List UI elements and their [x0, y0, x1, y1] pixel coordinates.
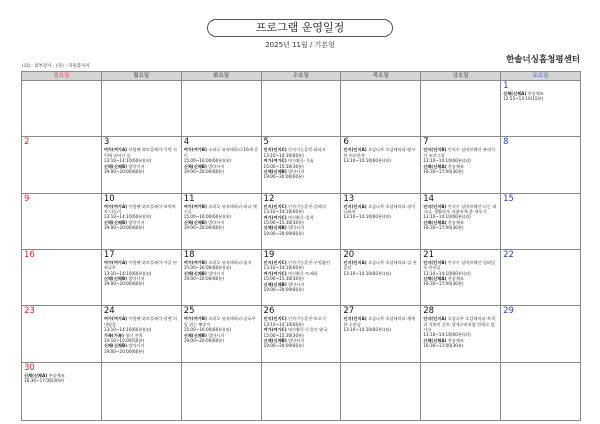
- calendar-day-cell: [421, 81, 501, 137]
- event-category: 인지(인지B): [423, 259, 447, 265]
- event-title: 생신 잔치: [123, 332, 143, 338]
- program-event: [264, 225, 339, 236]
- event-time: 16:30~17:00(30분): [423, 281, 464, 287]
- event-category: 여가(여가C): [263, 270, 287, 276]
- event-category: 신체(신체B): [263, 281, 287, 287]
- event-title: 소리로 뮤직테라피-허니 엣시공: [183, 203, 257, 214]
- program-event: [184, 260, 259, 271]
- day-number: 19: [263, 249, 275, 260]
- event-time: 13:10~14:10(60분)(외): [423, 332, 471, 338]
- event-category: 인지(인지C): [263, 316, 287, 322]
- event-time: 16:30~17:00(30분): [423, 343, 464, 349]
- event-category: 신체(신체A): [503, 91, 527, 96]
- event-time: 16:30~17:00(30분): [24, 377, 65, 383]
- day-number: 17: [103, 249, 115, 260]
- calendar-day-cell: [101, 306, 181, 362]
- event-time: 14:10~15:00(50분): [103, 337, 145, 343]
- program-event: [264, 316, 339, 327]
- calendar-day-cell: [261, 193, 341, 249]
- program-event: [104, 164, 179, 175]
- event-category: 인지(인지A): [343, 203, 367, 209]
- calendar-day-cell: [101, 137, 181, 193]
- event-time: 13:10~14:10(60분): [263, 321, 304, 327]
- page-subtitle: 2025년 11월 / 기본형: [265, 41, 335, 49]
- event-time: 13:10~14:10(60분): [263, 152, 304, 158]
- event-title: 여가활동-트레하: [286, 270, 318, 276]
- event-title: 발마사지: [127, 276, 145, 282]
- event-title: 찬송체조: [526, 91, 544, 96]
- program-event: [184, 204, 259, 220]
- event-title: 인지기능증진-구멍뚫린: [286, 259, 330, 265]
- event-time: 12:55~13:10(15분): [503, 96, 544, 102]
- event-time: 13:10~14:10(60분)(외): [343, 326, 391, 332]
- event-category: 여가(여가A): [103, 259, 128, 265]
- weekday-header-row: [22, 72, 581, 81]
- event-title: 발마사지: [206, 163, 225, 169]
- weekday-header-mon: 월요일: [101, 72, 181, 81]
- day-number: 10: [103, 193, 115, 204]
- day-number: 15: [503, 193, 514, 204]
- calendar-week-row: [22, 249, 581, 305]
- calendar-day-cell: [181, 362, 261, 420]
- calendar-week-row: [22, 306, 581, 362]
- event-category: 여가(여가B): [183, 316, 207, 322]
- program-event: [423, 338, 498, 349]
- day-number: 13: [343, 193, 355, 204]
- calendar-day-cell: [22, 193, 102, 249]
- weekday-header-sun: 일요일: [22, 72, 102, 81]
- event-time: 19:00~20:00(60분): [103, 168, 145, 174]
- event-time: 13:10~14:10(60분)(외): [423, 157, 471, 163]
- program-event: [104, 147, 179, 163]
- event-title: 발마사지: [286, 281, 305, 287]
- program-event: [343, 147, 418, 163]
- event-title: 이럴땐 하트플레이-할렌 의 내릴을: [103, 316, 178, 327]
- weekday-header-fri: 금요일: [421, 72, 501, 81]
- event-time: 13:10~14:10(60분)(외): [343, 214, 391, 220]
- calendar-day-cell: [22, 249, 102, 305]
- event-category: 신체(신체A): [24, 372, 48, 378]
- program-event: [264, 282, 339, 293]
- day-number: 9: [24, 193, 30, 204]
- event-time: 13:10~14:10(60분): [263, 265, 304, 271]
- day-number: 26: [263, 306, 275, 317]
- calendar-week-row: [22, 193, 581, 249]
- day-number: 24: [103, 306, 115, 317]
- event-title: 소리로 뮤직테라피-감나무 잎 위는 뽀송이: [183, 316, 256, 327]
- event-time: 15:00~16:00(60분)(외): [183, 214, 232, 220]
- calendar-day-cell: [341, 193, 421, 249]
- event-title: 인지수 실버브레인-분리지간 조각그림: [423, 147, 496, 158]
- calendar-day-cell: [22, 362, 102, 420]
- event-time: 16:30~17:00(30분): [423, 225, 464, 231]
- weekday-header-thu: 목요일: [341, 72, 421, 81]
- event-category: 신체(신체B): [183, 163, 207, 169]
- calendar-day-cell: [22, 137, 102, 193]
- day-number: 22: [503, 249, 514, 260]
- day-number: 29: [503, 306, 514, 317]
- event-title: 이럴땐 하트플레이-기억 사이에 피어난 숲: [103, 147, 178, 158]
- event-time: 19:00~20:00(60분): [103, 348, 145, 354]
- event-time: 13:10~14:10(60분)(외): [103, 270, 152, 276]
- event-category: 여가(여가A): [103, 316, 128, 322]
- program-event: [104, 343, 179, 354]
- event-time: 13:10~14:10(60분)(외): [103, 214, 152, 220]
- event-title: 발마사지: [286, 169, 305, 175]
- event-category: 인지(인지A): [423, 316, 447, 322]
- calendar-day-cell: [501, 306, 581, 362]
- event-time: 19:00~20:00(60분): [183, 225, 224, 231]
- calendar-day-cell: [261, 306, 341, 362]
- event-category: 인지(인지B): [423, 203, 447, 209]
- program-event: [264, 215, 339, 226]
- event-time: 15:00~16:00(60분)(외): [183, 157, 232, 163]
- event-title: 발마사지: [206, 332, 225, 338]
- program-event: [184, 316, 259, 332]
- calendar-day-cell: [181, 193, 261, 249]
- event-category: 가족(가족): [103, 332, 124, 338]
- calendar-day-cell: [261, 137, 341, 193]
- event-time: 13:10~14:10(60분)(외): [423, 214, 471, 220]
- event-time: 19:00~20:00(60분): [263, 174, 304, 180]
- weekday-header-tue: 화요일: [181, 72, 261, 81]
- event-category: 인지(인지C): [263, 147, 287, 153]
- day-number: 1: [503, 81, 509, 91]
- program-event: [264, 204, 339, 215]
- day-number: 30: [24, 362, 35, 373]
- calendar-day-cell: [501, 137, 581, 193]
- calendar-day-cell: [421, 306, 501, 362]
- event-title: 찬송체조: [446, 276, 464, 282]
- event-title: 여가활동-동물의 왕국: [286, 327, 328, 333]
- event-title: 찬송체조: [446, 337, 464, 343]
- event-time: 15:00~15:30(30분): [263, 219, 304, 225]
- event-time: 19:00~20:00(60분): [103, 225, 145, 231]
- event-title: 이럴땐 하트플레이-가을 단풍나무: [103, 259, 178, 271]
- program-event: [104, 204, 179, 220]
- event-category: 인지(인지B): [423, 147, 447, 153]
- calendar-day-cell: [181, 81, 261, 137]
- program-event: [264, 158, 339, 169]
- event-category: 여가(여가C): [263, 214, 287, 220]
- calendar-day-cell: [501, 193, 581, 249]
- event-title: 발마사지: [286, 338, 305, 344]
- page-title: 프로그램 운영일정: [207, 19, 393, 37]
- event-category: 여가(여가C): [263, 327, 287, 333]
- event-title: 찬송체조: [47, 372, 65, 378]
- program-event: [423, 276, 498, 287]
- weekday-header-sat: 토요일: [501, 72, 581, 81]
- event-time: 13:10~14:10(60분)(외): [343, 270, 391, 276]
- event-category: 신체(신체B): [183, 270, 207, 276]
- program-event: [423, 147, 498, 163]
- program-event: [24, 373, 99, 384]
- program-event: [264, 169, 339, 180]
- event-category: 신체(신체B): [103, 276, 128, 282]
- event-category: 여가(여가A): [103, 147, 128, 153]
- calendar-day-cell: [101, 193, 181, 249]
- event-category: 여가(여가A): [103, 203, 128, 209]
- program-event: [423, 204, 498, 220]
- event-category: 신체(신체A): [423, 219, 447, 225]
- day-number: 3: [103, 137, 110, 148]
- event-category: 인지(인지C): [263, 203, 287, 209]
- calendar-day-cell: [421, 193, 501, 249]
- calendar-day-cell: [341, 137, 421, 193]
- event-title: 여가활동-기술: [286, 158, 314, 164]
- calendar-day-cell: [261, 249, 341, 305]
- event-title: 찬송체조: [446, 219, 464, 225]
- program-event: [104, 316, 179, 332]
- event-time: 19:00~20:00(60분): [103, 281, 145, 287]
- event-category: 인지(인지A): [343, 147, 367, 153]
- event-time: 19:00~20:00(60분): [183, 168, 224, 174]
- day-number: 23: [24, 306, 35, 317]
- program-event: [423, 220, 498, 231]
- calendar-day-cell: [101, 81, 181, 137]
- day-number: 21: [423, 249, 435, 260]
- calendar-day-cell: [261, 362, 341, 420]
- calendar-day-cell: [22, 306, 102, 362]
- calendar-day-cell: [181, 137, 261, 193]
- event-category: 신체(신체B): [263, 169, 287, 175]
- calendar-day-cell: [341, 81, 421, 137]
- event-category: 신체(신체B): [183, 332, 207, 338]
- event-category: 인지(인지C): [263, 259, 287, 265]
- calendar-day-cell: [501, 249, 581, 305]
- calendar-day-cell: [421, 249, 501, 305]
- event-title: 인지기능증진-클레식: [286, 203, 326, 209]
- event-title: 발마사지: [206, 270, 225, 276]
- day-number: 6: [343, 137, 349, 148]
- event-title: 인지기능증진-하다오: [286, 147, 326, 153]
- program-event: [264, 147, 339, 158]
- organization-name: 한솔너싱홈청평센터: [506, 55, 580, 65]
- event-category: 여가(여가B): [183, 147, 207, 153]
- event-category: 신체(신체A): [423, 276, 447, 282]
- event-title: 인지기능증진-토오기: [286, 316, 326, 322]
- day-number: 2: [24, 137, 30, 148]
- calendar-week-row: [22, 137, 581, 193]
- event-time: 19:00~20:00(60분): [263, 287, 304, 293]
- program-event: [343, 316, 418, 332]
- program-event: [184, 271, 259, 282]
- event-category: 인지(인지A): [343, 259, 367, 265]
- event-category: 신체(신체B): [103, 163, 128, 169]
- event-category: 여가(여가C): [263, 158, 287, 164]
- day-number: 28: [423, 306, 435, 317]
- calendar-day-cell: [101, 249, 181, 305]
- event-title: 오감나무 오감테라피-탐구한 커피한잔: [343, 147, 416, 158]
- page-header: [0, 0, 600, 72]
- day-number: 25: [183, 306, 195, 317]
- event-category: 신체(신체B): [103, 343, 128, 349]
- day-number: 5: [263, 137, 269, 148]
- event-title: 여가활동-컬학: [286, 214, 314, 220]
- program-event: [423, 260, 498, 276]
- event-time: 19:00~20:00(60분): [263, 343, 304, 349]
- program-event: [264, 327, 339, 338]
- calendar-day-cell: [261, 81, 341, 137]
- calendar-day-cell: [501, 81, 581, 137]
- event-title: 오감나무 오감테라피-행복한 소풍날: [343, 316, 416, 327]
- day-number: 11: [183, 193, 195, 204]
- event-time: 13:10~14:10(60분)(외): [103, 157, 152, 163]
- program-event: [264, 338, 339, 349]
- program-event: [184, 164, 259, 175]
- calendar-day-cell: [22, 81, 102, 137]
- event-title: 발마사지: [127, 343, 145, 349]
- calendar-day-cell: [421, 362, 501, 420]
- program-event: [423, 164, 498, 175]
- program-event: [104, 220, 179, 231]
- event-time: 13:10~14:10(60분)(외): [103, 326, 152, 332]
- event-time: 13:10~14:10(60분)(외): [343, 157, 391, 163]
- calendar-day-cell: [501, 362, 581, 420]
- event-time: 19:00~20:00(60분): [263, 230, 304, 236]
- event-title: 인지수 실버브레인-일려일록 단풍길: [423, 259, 496, 271]
- event-time: 15:00~15:30(30분): [263, 276, 304, 282]
- program-event: [184, 147, 259, 163]
- day-number: 7: [423, 137, 429, 148]
- day-number: 27: [343, 306, 355, 317]
- event-category: 인지(인지A): [343, 316, 367, 322]
- event-title: 소리로 뮤직테라피-울지: [206, 259, 252, 265]
- event-category: 여가(여가B): [183, 203, 207, 209]
- calendar-week-row: [22, 81, 581, 137]
- program-event: [184, 220, 259, 231]
- event-title: 오감나무 오감테라피-트릭 쉬 거북이 꾼트 향개구리처럼 만재로 맙시다: [423, 316, 496, 332]
- event-title: 인지수 실버브레인-나는 최고다, 생활하우 자취통계 좋 세우기: [423, 203, 497, 214]
- day-number: 12: [263, 193, 275, 204]
- legend-note: (외) : 외부강사 , (자) : 자원봉사자: [22, 64, 90, 69]
- event-title: 발마사지: [127, 163, 145, 169]
- event-category: 신체(신체B): [263, 338, 287, 344]
- calendar-day-cell: [101, 362, 181, 420]
- event-time: 15:00~15:30(30분): [263, 332, 304, 338]
- calendar-week-row: [22, 362, 581, 420]
- program-event: [503, 91, 578, 102]
- event-time: 15:00~15:30(30분): [263, 163, 304, 169]
- event-time: 19:00~20:00(60분): [183, 337, 224, 343]
- event-category: 신체(신체A): [423, 163, 447, 169]
- event-category: 여가(여가B): [183, 259, 207, 265]
- event-title: 소리로 뮤직테라피-16색 순이: [183, 147, 259, 158]
- event-title: 발마사지: [286, 225, 305, 231]
- event-title: 이럴땐 하트플레이-보약먹자 다듬이: [103, 203, 176, 214]
- event-title: 오감나무 오감테라피-감 홍콩살: [343, 259, 417, 271]
- calendar-table: [21, 71, 581, 421]
- calendar-day-cell: [181, 249, 261, 305]
- calendar-day-cell: [421, 137, 501, 193]
- weekday-header-wed: 수요일: [261, 72, 341, 81]
- program-event: [264, 271, 339, 282]
- program-event: [343, 260, 418, 276]
- event-time: 15:00~16:00(60분)(외): [183, 265, 232, 271]
- event-title: 발마사지: [206, 219, 225, 225]
- event-time: 13:10~14:10(60분)(외): [423, 270, 471, 276]
- program-event: [184, 333, 259, 344]
- program-event: [264, 260, 339, 271]
- event-category: 신체(신체B): [183, 219, 207, 225]
- event-time: 15:00~16:00(60분)(외): [183, 326, 232, 332]
- day-number: 14: [423, 193, 435, 204]
- event-category: 신체(신체B): [103, 219, 128, 225]
- day-number: 4: [183, 137, 190, 148]
- event-category: 신체(신체B): [263, 225, 287, 231]
- calendar-day-cell: [341, 362, 421, 420]
- program-event: [423, 316, 498, 337]
- program-event: [104, 260, 179, 276]
- event-category: 신체(신체A): [423, 337, 447, 343]
- event-title: 오감나무 오감테라피-장미 다화차: [343, 203, 416, 214]
- calendar-day-cell: [341, 249, 421, 305]
- day-number: 18: [183, 249, 195, 260]
- calendar-day-cell: [341, 306, 421, 362]
- program-event: [104, 276, 179, 287]
- day-number: 20: [343, 249, 355, 260]
- calendar-day-cell: [181, 306, 261, 362]
- day-number: 8: [503, 137, 509, 148]
- event-title: 발마사지: [127, 219, 145, 225]
- program-event: [343, 204, 418, 220]
- day-number: 16: [24, 249, 35, 260]
- event-time: 13:10~14:10(60분): [263, 208, 304, 214]
- event-time: 19:00~20:00(60분): [183, 276, 224, 282]
- event-title: 찬송체조: [446, 163, 464, 169]
- program-event: [104, 333, 179, 344]
- event-time: 16:30~17:00(30분): [423, 168, 464, 174]
